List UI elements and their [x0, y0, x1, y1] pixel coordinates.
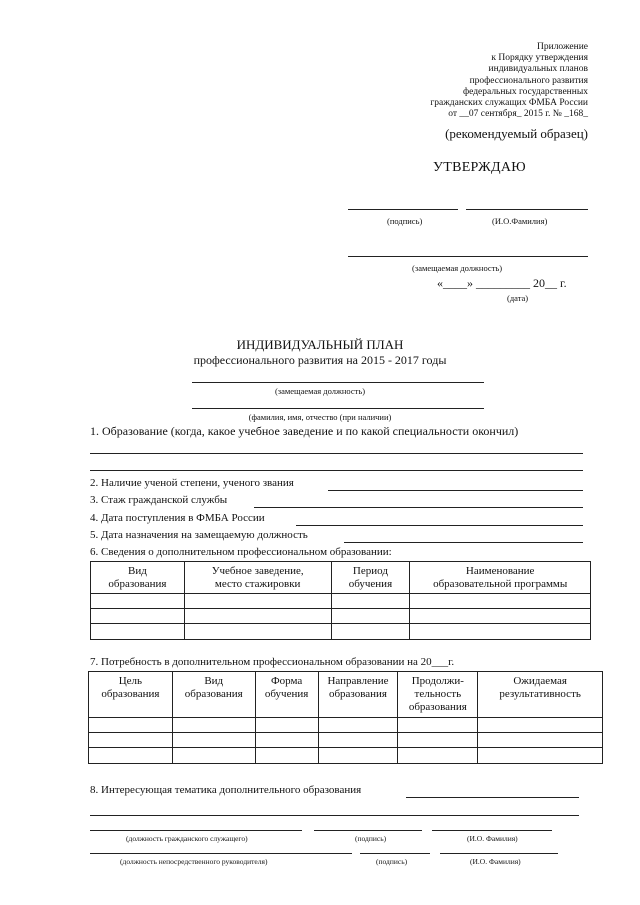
header-cell: Вид образования — [91, 562, 185, 594]
table-row — [89, 748, 603, 764]
item-education: 1. Образование (когда, какое учебное заведение и по какой специальности окончил) — [90, 424, 519, 438]
table-row — [89, 718, 603, 733]
plan-position-caption: (замещаемая должность) — [274, 386, 366, 396]
sample-note: (рекомендуемый образец) — [445, 126, 588, 141]
table-cell[interactable] — [398, 748, 478, 764]
hire-date-line[interactable] — [296, 525, 583, 526]
table-cell[interactable] — [184, 594, 331, 609]
header-cell: Вид образования — [172, 672, 255, 718]
table-cell[interactable] — [331, 609, 410, 624]
manager-name-line[interactable] — [440, 853, 558, 854]
table-row — [91, 609, 591, 624]
table-cell[interactable] — [478, 748, 603, 764]
header-line: Приложение — [537, 42, 588, 52]
appointment-date-line[interactable] — [344, 542, 583, 543]
table-row — [89, 733, 603, 748]
plan-subtitle: профессионального развития на 2015 - 2017 годы — [193, 353, 447, 367]
education-line-1[interactable] — [90, 453, 583, 454]
item-hire-date: 4. Дата поступления в ФМБА России — [90, 512, 265, 524]
approver-position-caption: (замещаемая должность) — [412, 263, 503, 273]
table-cell[interactable] — [255, 748, 318, 764]
signature-caption: (подпись) — [387, 216, 423, 226]
table-cell[interactable] — [89, 718, 173, 733]
header-line: профессионального развития — [469, 75, 588, 86]
manager-signature-line[interactable] — [360, 853, 430, 854]
signature-line[interactable] — [348, 209, 458, 210]
header-line: федеральных государственных — [462, 86, 588, 97]
fio-line[interactable] — [192, 408, 484, 409]
topics-line-2[interactable] — [90, 815, 579, 816]
table-cell[interactable] — [410, 609, 591, 624]
education-need-table — [88, 671, 603, 764]
item-degree: 2. Наличие ученой степени, ученого звания — [90, 477, 294, 489]
employee-name-line[interactable] — [432, 830, 552, 831]
table-cell[interactable] — [172, 718, 255, 733]
item-appointment-date: 5. Дата назначения на замещаемую должность — [90, 529, 308, 541]
table-cell[interactable] — [478, 733, 603, 748]
additional-education-table — [90, 561, 591, 640]
table-cell[interactable] — [478, 718, 603, 733]
table-cell[interactable] — [91, 594, 185, 609]
table-cell[interactable] — [398, 718, 478, 733]
header-line: к Порядку утверждения — [491, 53, 588, 64]
table-row — [91, 624, 591, 640]
employee-position-line[interactable] — [90, 830, 302, 831]
table-row — [91, 594, 591, 609]
table-cell[interactable] — [91, 609, 185, 624]
employee-position-caption: (должность гражданского служащего) — [126, 834, 248, 843]
table-cell[interactable] — [172, 748, 255, 764]
degree-line[interactable] — [328, 490, 583, 491]
plan-position-line[interactable] — [192, 382, 484, 383]
manager-position-line[interactable] — [90, 853, 352, 854]
header-cell: Направление образования — [318, 672, 398, 718]
header-cell: Цель образования — [89, 672, 173, 718]
item-additional-education: 6. Сведения о дополнительном профессиональном образовании: — [90, 546, 392, 558]
header-cell: Ожидаемая результативность — [478, 672, 603, 718]
table-cell[interactable] — [91, 624, 185, 640]
fio-caption: (фамилия, имя, отчество (при наличии) — [248, 412, 392, 422]
manager-position-caption: (должность непосредственного руководителя) — [120, 857, 268, 866]
service-length-line[interactable] — [254, 507, 583, 508]
header-line: индивидуальных планов — [488, 64, 588, 75]
appendix-header — [430, 42, 588, 120]
table-cell[interactable] — [255, 733, 318, 748]
header-cell: Наименование образовательной программы — [410, 562, 591, 594]
header-cell: Форма обучения — [255, 672, 318, 718]
manager-signature-caption: (подпись) — [376, 857, 408, 866]
table-cell[interactable] — [172, 733, 255, 748]
table-cell[interactable] — [89, 733, 173, 748]
item-topics: 8. Интересующая тематика дополнительного образования — [90, 784, 362, 796]
table-cell[interactable] — [410, 594, 591, 609]
table-cell[interactable] — [184, 624, 331, 640]
topics-line-1[interactable] — [406, 797, 579, 798]
item-education-need: 7. Потребность в дополнительном профессиональном образовании на 20___г. — [90, 656, 455, 668]
table-cell[interactable] — [331, 594, 410, 609]
table-cell[interactable] — [410, 624, 591, 640]
header-line: гражданских служащих ФМБА России — [430, 98, 588, 109]
table-cell[interactable] — [255, 718, 318, 733]
table-cell[interactable] — [318, 718, 398, 733]
table-cell[interactable] — [318, 733, 398, 748]
employee-signature-caption: (подпись) — [355, 834, 387, 843]
table-cell[interactable] — [89, 748, 173, 764]
name-line[interactable] — [466, 209, 588, 210]
table-cell[interactable] — [331, 624, 410, 640]
item-service-length: 3. Стаж гражданской службы — [90, 494, 228, 506]
approver-position-line[interactable] — [348, 256, 588, 257]
table-cell[interactable] — [318, 748, 398, 764]
manager-name-caption: (И.О. Фамилия) — [470, 857, 521, 866]
header-cell: Учебное заведение, место стажировки — [184, 562, 331, 594]
approve-date-line[interactable]: «____» _________ 20__ г. — [437, 276, 567, 290]
table-cell[interactable] — [398, 733, 478, 748]
table-cell[interactable] — [184, 609, 331, 624]
header-cell: Продолжи- тельность образования — [398, 672, 478, 718]
employee-name-caption: (И.О. Фамилия) — [467, 834, 518, 843]
education-line-2[interactable] — [90, 470, 583, 471]
plan-title: ИНДИВИДУАЛЬНЫЙ ПЛАН — [236, 337, 404, 352]
name-caption: (И.О.Фамилия) — [492, 216, 548, 226]
header-cell: Период обучения — [331, 562, 410, 594]
header-date-line: от __07 сентября_ 2015 г. № _168_ — [448, 109, 588, 120]
approve-title: УТВЕРЖДАЮ — [433, 160, 526, 175]
date-caption: (дата) — [507, 293, 529, 303]
employee-signature-line[interactable] — [314, 830, 422, 831]
